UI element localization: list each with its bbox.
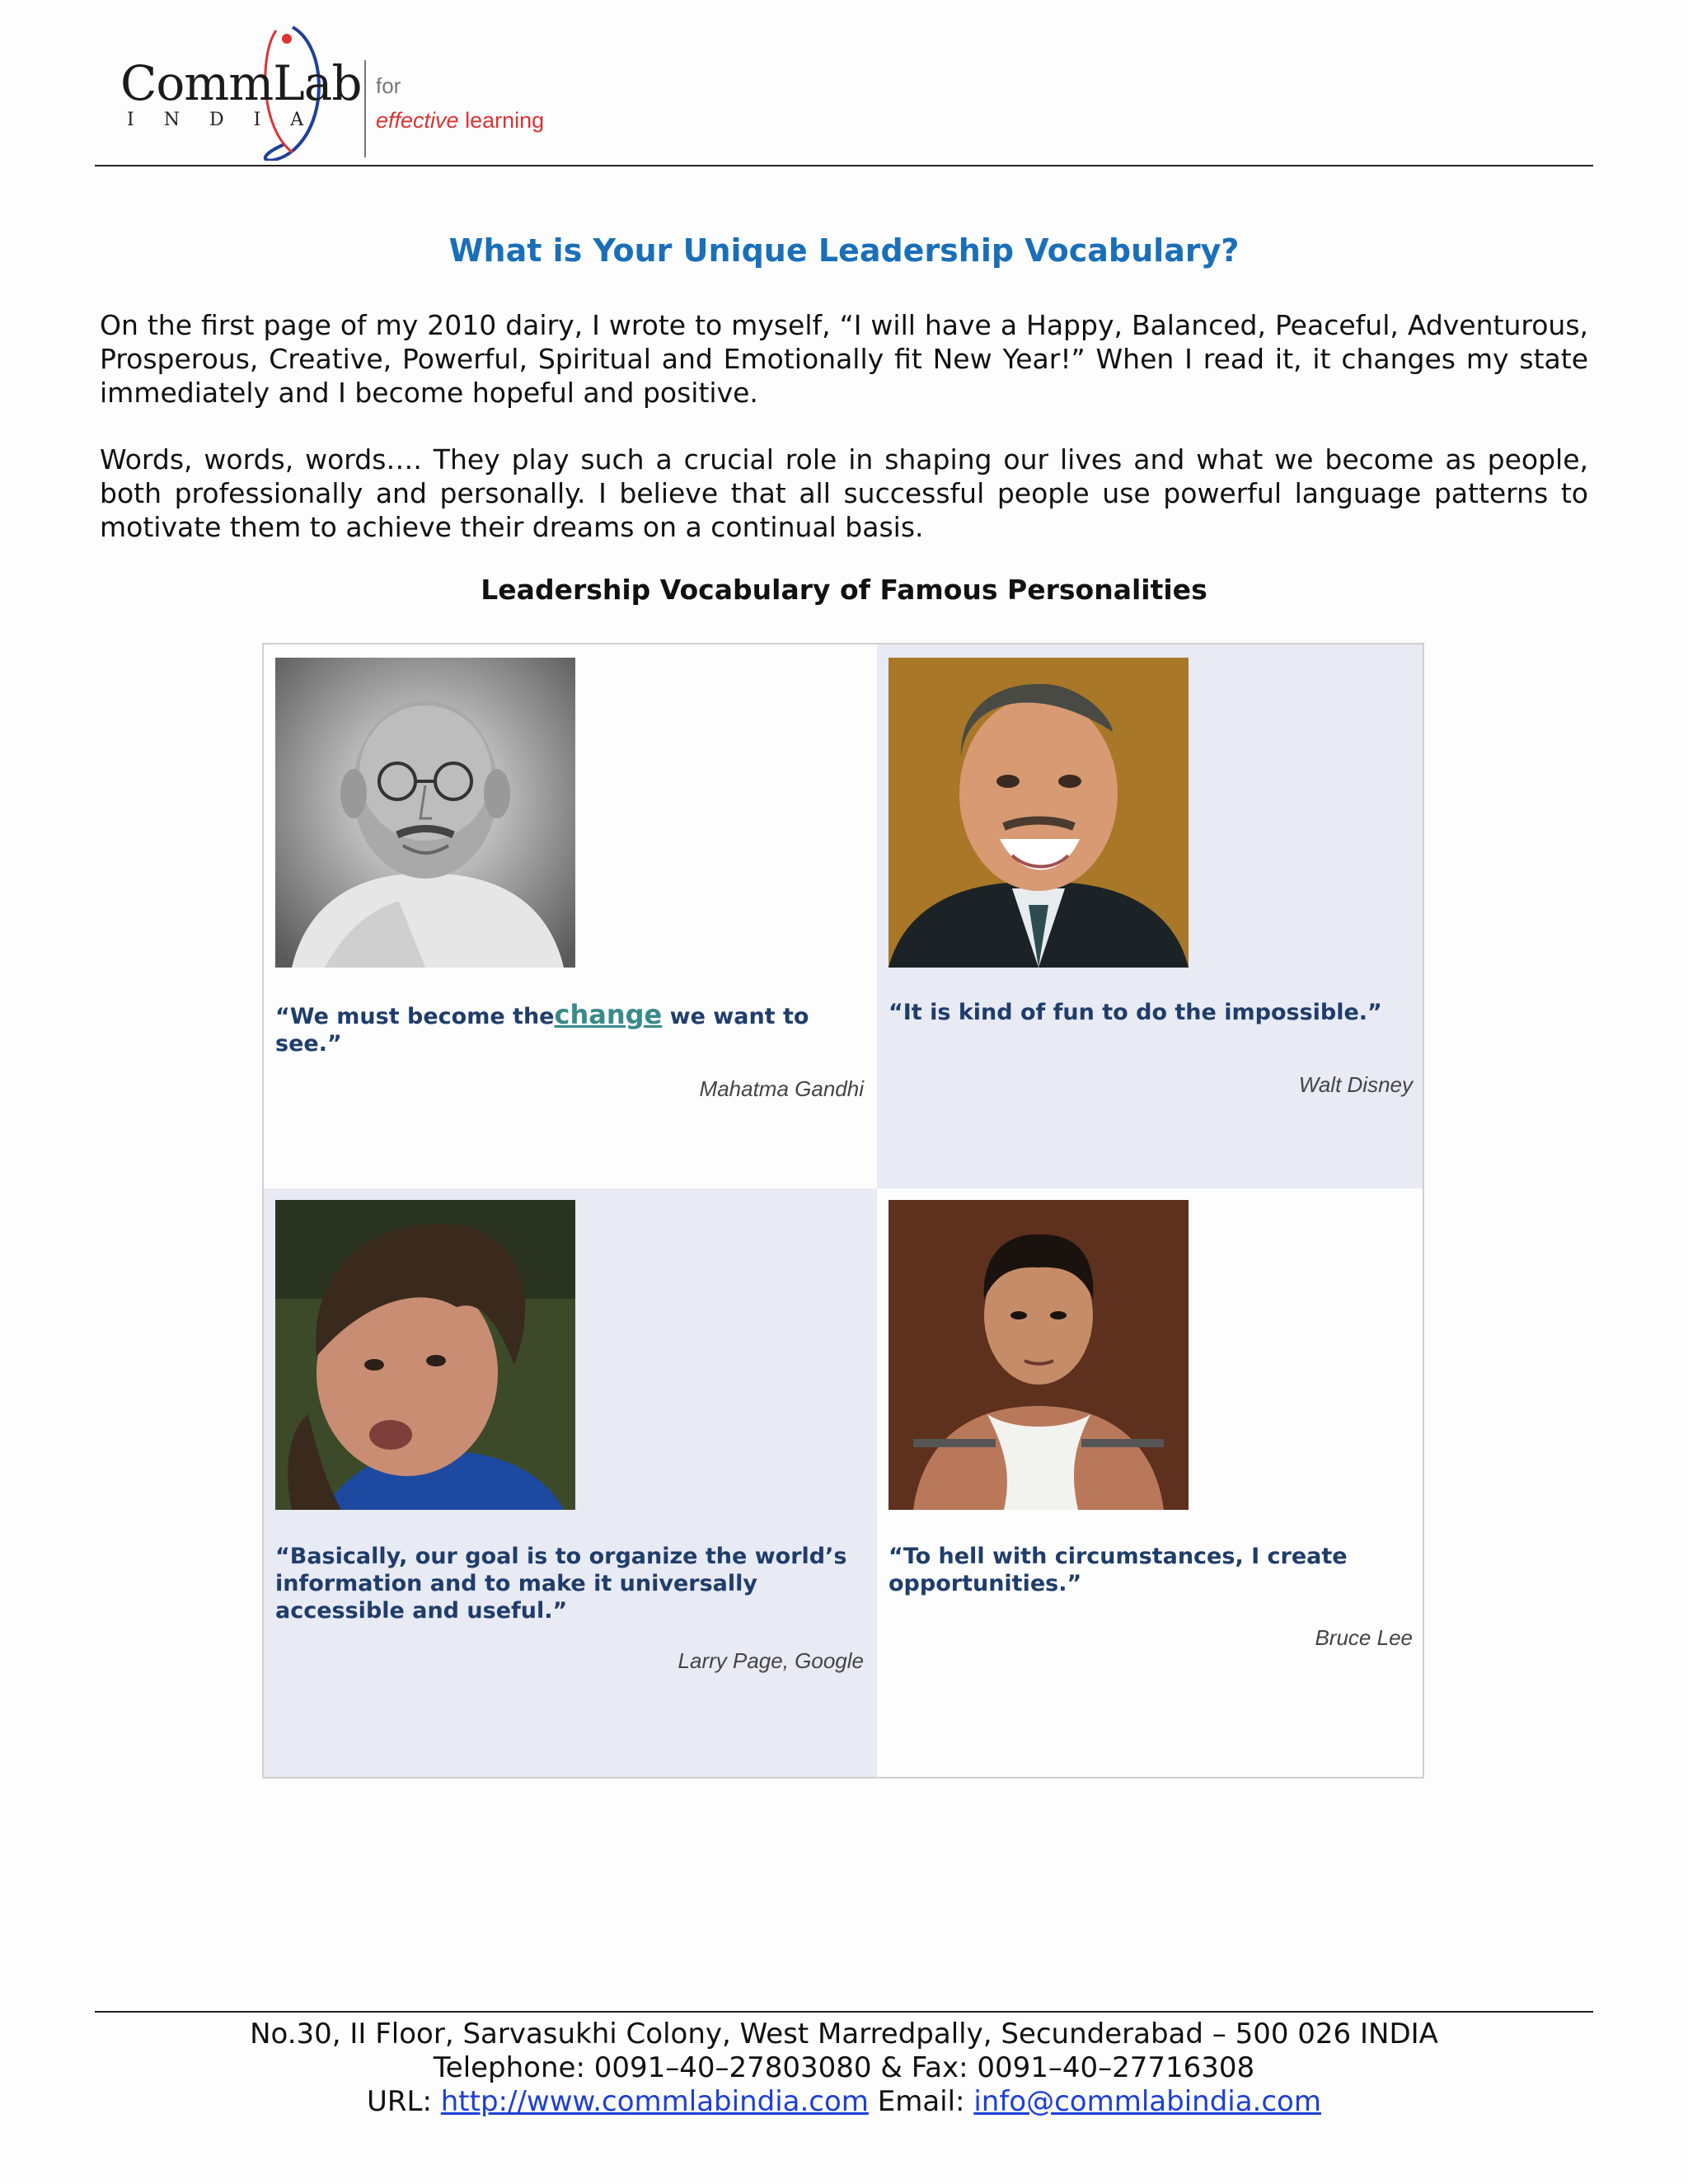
quote-card-bruce-lee bbox=[877, 1188, 1423, 1777]
company-logo bbox=[115, 21, 560, 161]
quote-card-disney bbox=[877, 644, 1423, 1188]
quote-gandhi-highlight: change bbox=[554, 999, 663, 1030]
portrait-gandhi bbox=[275, 658, 575, 968]
logo-tag-effective: effective bbox=[376, 108, 459, 133]
quote-text-gandhi bbox=[275, 1001, 869, 1057]
footer-rule bbox=[95, 2011, 1593, 2013]
footer-url-link[interactable]: http://www.commlabindia.com bbox=[440, 2085, 869, 2118]
footer-address: No.30, II Floor, Sarvasukhi Colony, West Marredpally, Secunderabad – 500 026 INDIA bbox=[250, 2018, 1438, 2050]
quote-card-larry-page bbox=[264, 1188, 877, 1777]
logo-brand-text: CommLab bbox=[120, 55, 362, 111]
footer-contact bbox=[0, 2085, 1688, 2118]
footer-email-label: Email: bbox=[877, 2085, 965, 2118]
logo-sub-text: INDIA bbox=[127, 110, 334, 130]
portrait-larry-page bbox=[275, 1200, 575, 1510]
article-title: What is Your Unique Leadership Vocabulary? bbox=[448, 232, 1240, 269]
logo-for-text: for bbox=[376, 73, 401, 98]
portrait-disney bbox=[889, 658, 1189, 968]
logo-tagline bbox=[376, 108, 544, 134]
quote-gandhi-after: we want to see.” bbox=[275, 1004, 809, 1057]
paragraph-1: On the first page of my 2010 dairy, I wrote to myself, “I will have a Happy, Balanced, Peaceful, Adventurous, Prosperous, Creative, Powerful, Spiritual and Emotionally fit New Year!” When I read it, it changes my state immediately and I become hopeful and positive. bbox=[100, 309, 1588, 409]
section-subtitle: Leadership Vocabulary of Famous Personalities bbox=[481, 574, 1207, 606]
quote-text-disney: “It is kind of fun to do the impossible.” bbox=[889, 1000, 1382, 1025]
logo-divider bbox=[364, 60, 366, 157]
footer-url-label: URL: bbox=[367, 2085, 432, 2118]
portrait-bruce-lee bbox=[889, 1200, 1189, 1510]
author-gandhi: Mahatma Gandhi bbox=[699, 1076, 864, 1101]
quote-gandhi-before: “We must become the bbox=[275, 1004, 555, 1029]
quote-text-larry-page: “Basically, our goal is to organize the world’s information and to make it universally accessible and useful.” bbox=[275, 1544, 847, 1624]
quotes-grid bbox=[262, 643, 1424, 1779]
author-larry-page: Larry Page, Google bbox=[678, 1648, 864, 1673]
footer-email-link[interactable]: info@commlabindia.com bbox=[973, 2085, 1321, 2118]
author-bruce-lee: Bruce Lee bbox=[1315, 1625, 1413, 1650]
logo-tag-learning: learning bbox=[465, 108, 545, 133]
footer-phone: Telephone: 0091–40–27803080 & Fax: 0091–40–27716308 bbox=[433, 2051, 1255, 2084]
quote-text-bruce-lee: “To hell with circumstances, I create opportunities.” bbox=[889, 1544, 1348, 1596]
quote-card-gandhi bbox=[264, 644, 877, 1188]
paragraph-2: Words, words, words…. They play such a crucial role in shaping our lives and what we become as people, both professionally and personally. I believe that all successful people use powerful language patterns to motivate them to achieve their dreams on a continual basis. bbox=[100, 443, 1588, 543]
author-disney: Walt Disney bbox=[1298, 1072, 1413, 1097]
header-rule bbox=[95, 165, 1593, 166]
